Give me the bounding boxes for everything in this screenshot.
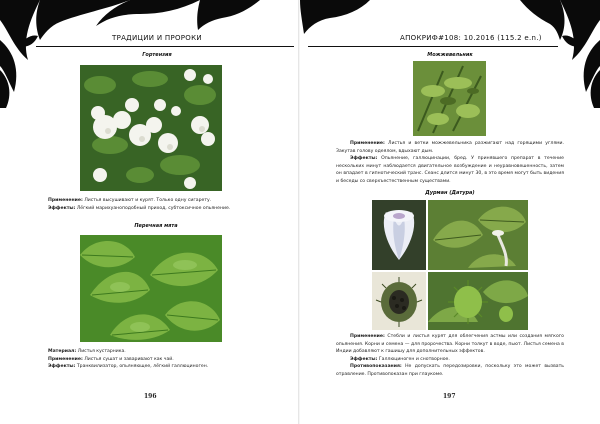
caption-datura: Дурман (Датура) [425,190,475,196]
caption-peppermint: Перечная мята [134,223,178,229]
juniper-effects-paragraph: Эффекты: Опьянение, галлюцинации, бред. У принявшего препарат в течение нескольких минут наблюдается двигательное возбуждение и неуравновешенность, затем он впадает в гипнотический транс. Сеанс длится минут 30, в это время могут быть видения и беседы со сверхъестественным существами. [336,156,564,184]
page-number-right: 197 [443,393,456,400]
photo-peppermint [80,235,222,342]
hydrangea-text [48,197,288,212]
right-page [300,0,600,424]
juniper-text [336,140,564,186]
page-number-left: 196 [144,393,157,400]
datura-usage-paragraph: Применение: Стебли и листья курят для облегчения астмы или создания мягкого опьянения. Корни и семена — для пророчества. Корни толкут в воде, пьют. Листья семена в Индии добавляют к гашишу для дополнительных эффектов. [336,334,564,355]
header-rule [36,46,294,47]
running-header: ТРАДИЦИИ И ПРОРОКИ [112,34,202,42]
photo-hydrangea [80,65,222,191]
datura-effects-paragraph: Эффекты: Галлюциноген и снотворное. [350,356,450,362]
photo-juniper [413,61,486,136]
peppermint-usage-line: Применение: Листья сушат и заваривают как чай. [48,356,174,362]
photo-datura-flower [372,200,426,270]
hydrangea-usage-line: Применение: Листья высушивают и курят. Только одну сигарету. [48,198,212,203]
peppermint-material-line: Материал: Листья кустарника. [48,349,126,354]
datura-text [336,333,564,379]
datura-contraindications-paragraph: Противопоказания: Не допускать передозировки, поскольку это может вызвать отравление. Противопоказан при глаукоме. [336,364,564,377]
juniper-usage-paragraph: Применение: Листья и ветки можжевельника разжигают над горящими углями. Закутав голову одеялом, вдыхают дым. [336,141,564,154]
caption-hydrangea: Гортензия [142,52,172,58]
running-header: АПОКРИФ#108: 10.2016 (115.2 e.n.) [400,34,542,42]
header-rule [308,46,558,47]
caption-juniper: Можжевельник [427,52,473,58]
photo-datura-spiny-fruit [428,272,528,330]
hydrangea-effects-line: Эффекты: Лёгкий марихуаноподобный приход, субтоксичное опьянение. [48,205,231,211]
peppermint-effects-line: Эффекты: Транквилизатор, опьяняющее, лёгкий галлюциноген. [48,364,209,370]
photo-datura-plant [428,200,528,270]
peppermint-text [48,348,288,371]
photo-datura-seedpod [372,272,426,330]
